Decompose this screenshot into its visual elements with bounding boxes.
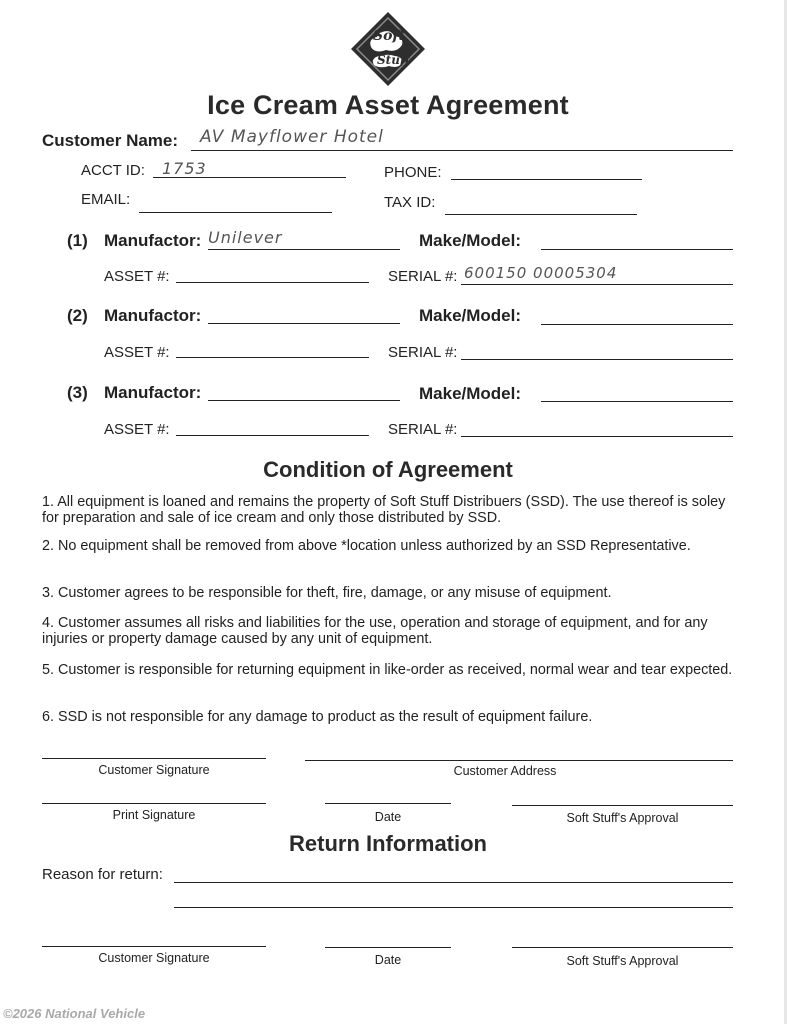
equipment-3-number: (3) [67,383,88,402]
condition-item-3: 3. Customer agrees to be responsible for theft, fire, damage, or any misuse of equipment. [42,585,612,601]
customer-address-caption: Customer Address [453,764,557,778]
print-signature-caption: Print Signature [112,808,196,822]
equipment-1-model-label: Make/Model: [419,231,522,250]
return-heading: Return Information [289,831,487,856]
equipment-3-manufactor-field[interactable] [208,400,400,401]
acct-id-value: 1753 [162,159,207,178]
condition-item-4: 4. Customer assumes all risks and liabilities for the use, operation and storage of equipment, and for any injuries or property damage caused by any unit of equipment. [42,615,708,647]
return-reason-label: Reason for return: [42,866,163,883]
date-caption: Date [374,810,402,824]
condition-item-2: 2. No equipment shall be removed from above *location unless authorized by an SSD Representative. [42,538,691,554]
logo-line2: Stuff [377,53,410,67]
equipment-1-serial-label: SERIAL #: [388,268,458,285]
equipment-1-serial-value: 600150 00005304 [464,264,618,282]
equipment-3-asset-label: ASSET #: [104,421,170,438]
equipment-2-model-field[interactable] [541,324,733,325]
equipment-1-asset-field[interactable] [176,282,369,283]
return-approval-caption: Soft Stuff's Approval [566,954,679,968]
logo-line1: Soft [373,28,405,44]
approval-field[interactable] [512,805,733,806]
email-field[interactable] [139,212,332,213]
equipment-2-asset-label: ASSET #: [104,344,170,361]
approval-caption: Soft Stuff's Approval [566,811,679,825]
return-customer-signature-caption: Customer Signature [98,951,210,965]
tax-id-field[interactable] [445,214,637,215]
equipment-2-model-label: Make/Model: [419,306,522,325]
conditions-heading: Condition of Agreement [263,457,513,482]
phone-label: PHONE: [384,164,442,181]
equipment-1-number: (1) [67,231,88,250]
condition-item-1: 1. All equipment is loaned and remains the property of Soft Stuff Distribuers (SSD). The use thereof is soley for preparation and sale of ice cream and only those distributed by SSD. [42,494,726,526]
equipment-2-manufactor-label: Manufactor: [104,306,202,325]
return-reason-field-2[interactable] [174,907,733,908]
customer-name-value: AV Mayflower Hotel [200,127,384,147]
equipment-1-manufactor-field[interactable] [208,249,400,250]
equipment-1-model-field[interactable] [541,249,733,250]
return-customer-signature-field[interactable] [42,946,266,947]
date-field[interactable] [325,803,451,804]
customer-name-field[interactable] [191,150,733,151]
condition-item-5: 5. Customer is responsible for returning equipment in like-order as received, normal wear and tear expected. [42,662,733,678]
equipment-2-manufactor-field[interactable] [208,323,400,324]
equipment-1-manufactor-label: Manufactor: [104,231,202,250]
return-reason-field-1[interactable] [174,882,733,883]
customer-signature-caption: Customer Signature [98,763,210,777]
phone-field[interactable] [451,179,642,180]
equipment-3-asset-field[interactable] [176,435,369,436]
condition-item-6: 6. SSD is not responsible for any damage to product as the result of equipment failure. [42,709,593,725]
equipment-1-manufactor-value: Unilever [208,228,283,247]
print-signature-field[interactable] [42,803,266,804]
page-title: Ice Cream Asset Agreement [207,90,569,120]
equipment-2-serial-label: SERIAL #: [388,344,458,361]
acct-id-label: ACCT ID: [81,162,145,179]
equipment-2-serial-field[interactable] [461,359,733,360]
customer-signature-field[interactable] [42,758,266,759]
return-date-field[interactable] [325,947,451,948]
tax-id-label: TAX ID: [384,194,436,211]
equipment-1-asset-label: ASSET #: [104,268,170,285]
customer-name-label: Customer Name: [42,131,179,150]
email-label: EMAIL: [81,191,131,208]
customer-address-field[interactable] [305,760,733,761]
return-approval-field[interactable] [512,947,733,948]
return-date-caption: Date [374,953,402,967]
watermark: ©2026 National Vehicle [3,1006,146,1021]
equipment-3-manufactor-label: Manufactor: [104,383,202,402]
equipment-1-serial-field[interactable] [461,284,733,285]
equipment-3-serial-label: SERIAL #: [388,421,458,438]
equipment-3-model-label: Make/Model: [419,384,522,403]
soft-stuff-logo [349,11,427,87]
equipment-3-model-field[interactable] [541,401,733,402]
equipment-2-number: (2) [67,306,88,325]
equipment-3-serial-field[interactable] [461,436,733,437]
equipment-2-asset-field[interactable] [176,357,369,358]
